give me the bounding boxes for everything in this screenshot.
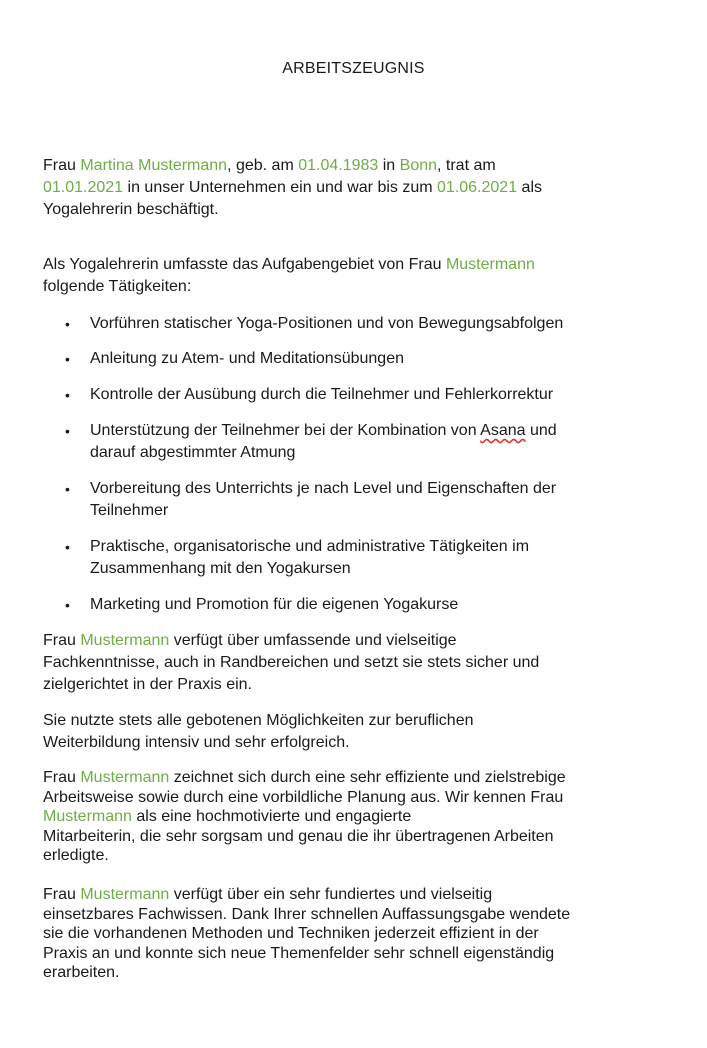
employee-surname: Mustermann xyxy=(80,769,170,786)
document-page: ARBEITSZEUGNIS Frau Martina Mustermann, geb. am 01.04.1983 in Bonn, trat am 01.01.2021 in unser Unternehmen ein und war bis zum 01.06.2021 als Yogalehrerin beschäftigt. Als Yogalehrerin umfasste das Aufgabengebiet von Frau Mustermann folgende Tätigkeiten: • Vorführen statischer Yoga-Positionen und von Bewegungsabfolgen • Anleitung zu Atem- und Meditationsübungen • Kontrolle der Ausübung durch die Teilnehmer und Fehlerkorrektur • Unterstützung der Teilnehmer bei der Kombination von Asana und darauf abgestimmter Atmung • Vorbereitung des Unterrichts je nach Level und Eigenschaften der Teilnehmer • Praktische, organisatorische und administrative Tätigkeiten im Zusammenhang mit den Yogakursen • Marketing und Promotion für die eigenen Yogakurse Frau Mustermann verfügt über umfassende und vielseitige Fachkenntnisse, auch in Randbereichen und setzt sie stets sicher und zielgerichtet in der Praxis ein. Sie nutzte stets alle gebotenen Möglichkeiten zur beruflichen Weiterbildung intensiv und sehr erfolgreich. Frau Mustermann zeichnet sich durch eine sehr effiziente und zielstrebige Arbeitsweise sowie durch eine vorbildliche Planung aus. Wir kennen Frau Mustermann als eine hochmotivierte und engagierte Mitarbeiterin, die sehr sorgsam und genau die ihr übertragenen Arbeiten erledigte. Frau Mustermann verfügt über ein sehr fundiertes und vielseitig einsetzbares Fachwissen. Dank Ihrer schnellen Auffassungsgabe wendete sie die vorhandenen Methoden und Techniken jederzeit effizient in der Praxis an und konnte sich neue Themenfelder sehr schnell eigenständig erarbeiten. xyxy=(0,0,707,1048)
birth-city: Bonn xyxy=(399,157,438,174)
end-date: 01.06.2021 xyxy=(437,179,518,196)
bullet-icon: • xyxy=(65,351,70,367)
intro-line-3: Yogalehrerin beschäftigt. xyxy=(43,201,219,218)
employee-surname: Mustermann xyxy=(80,886,170,903)
employee-surname: Mustermann xyxy=(43,808,132,825)
expertise-paragraph: Frau Mustermann verfügt über ein sehr fundiertes und vielseitig einsetzbares Fachwissen. Dank Ihrer schnellen Auffassungsgabe wendete sie die vorhandenen Methoden und Techniken jederzeit effizient in der Praxis an und konnte sich neue Themenfelder sehr schnell eigenständig erarbeiten. xyxy=(43,886,571,981)
spellcheck-word: Asana xyxy=(480,422,526,439)
bullet-icon: • xyxy=(65,387,70,403)
bullet-icon: • xyxy=(65,597,70,613)
tasks-intro-paragraph: Als Yogalehrerin umfasste das Aufgabengebiet von Frau Mustermann folgende Tätigkeiten: xyxy=(43,256,535,295)
bullet-icon: • xyxy=(65,423,70,439)
work-style-paragraph: Frau Mustermann zeichnet sich durch eine sehr effiziente und zielstrebige Arbeitsweise sowie durch eine vorbildliche Planung aus. Wir kennen Frau Mustermann als eine hochmotivierte und engagierte Mitarbeiterin, die sehr sorgsam und genau die ihr übertragenen Arbeiten erledigte. xyxy=(43,769,566,864)
intro-line-1: Frau Martina Mustermann, geb. am 01.04.1983 in Bonn, trat am xyxy=(43,157,496,174)
intro-line-2: 01.01.2021 in unser Unternehmen ein und war bis zum 01.06.2021 als xyxy=(43,179,542,196)
training-paragraph: Sie nutzte stets alle gebotenen Möglichkeiten zur beruflichen Weiterbildung intensiv und sehr erfolgreich. xyxy=(43,712,474,751)
intro-paragraph xyxy=(43,155,643,221)
document-title: ARBEITSZEUGNIS xyxy=(282,60,425,77)
employee-name: Martina Mustermann xyxy=(80,157,228,174)
bullet-icon: • xyxy=(65,481,70,497)
bullet-icon: • xyxy=(65,316,70,332)
employee-surname: Mustermann xyxy=(80,632,170,649)
knowledge-paragraph: Frau Mustermann verfügt über umfassende und vielseitige Fachkenntnisse, auch in Randbereichen und setzt sie stets sicher und zielgerichtet in der Praxis ein. xyxy=(43,632,540,693)
birth-date: 01.04.1983 xyxy=(298,157,379,174)
bullet-icon: • xyxy=(65,539,70,555)
start-date: 01.01.2021 xyxy=(43,179,124,196)
employee-surname: Mustermann xyxy=(445,256,535,273)
